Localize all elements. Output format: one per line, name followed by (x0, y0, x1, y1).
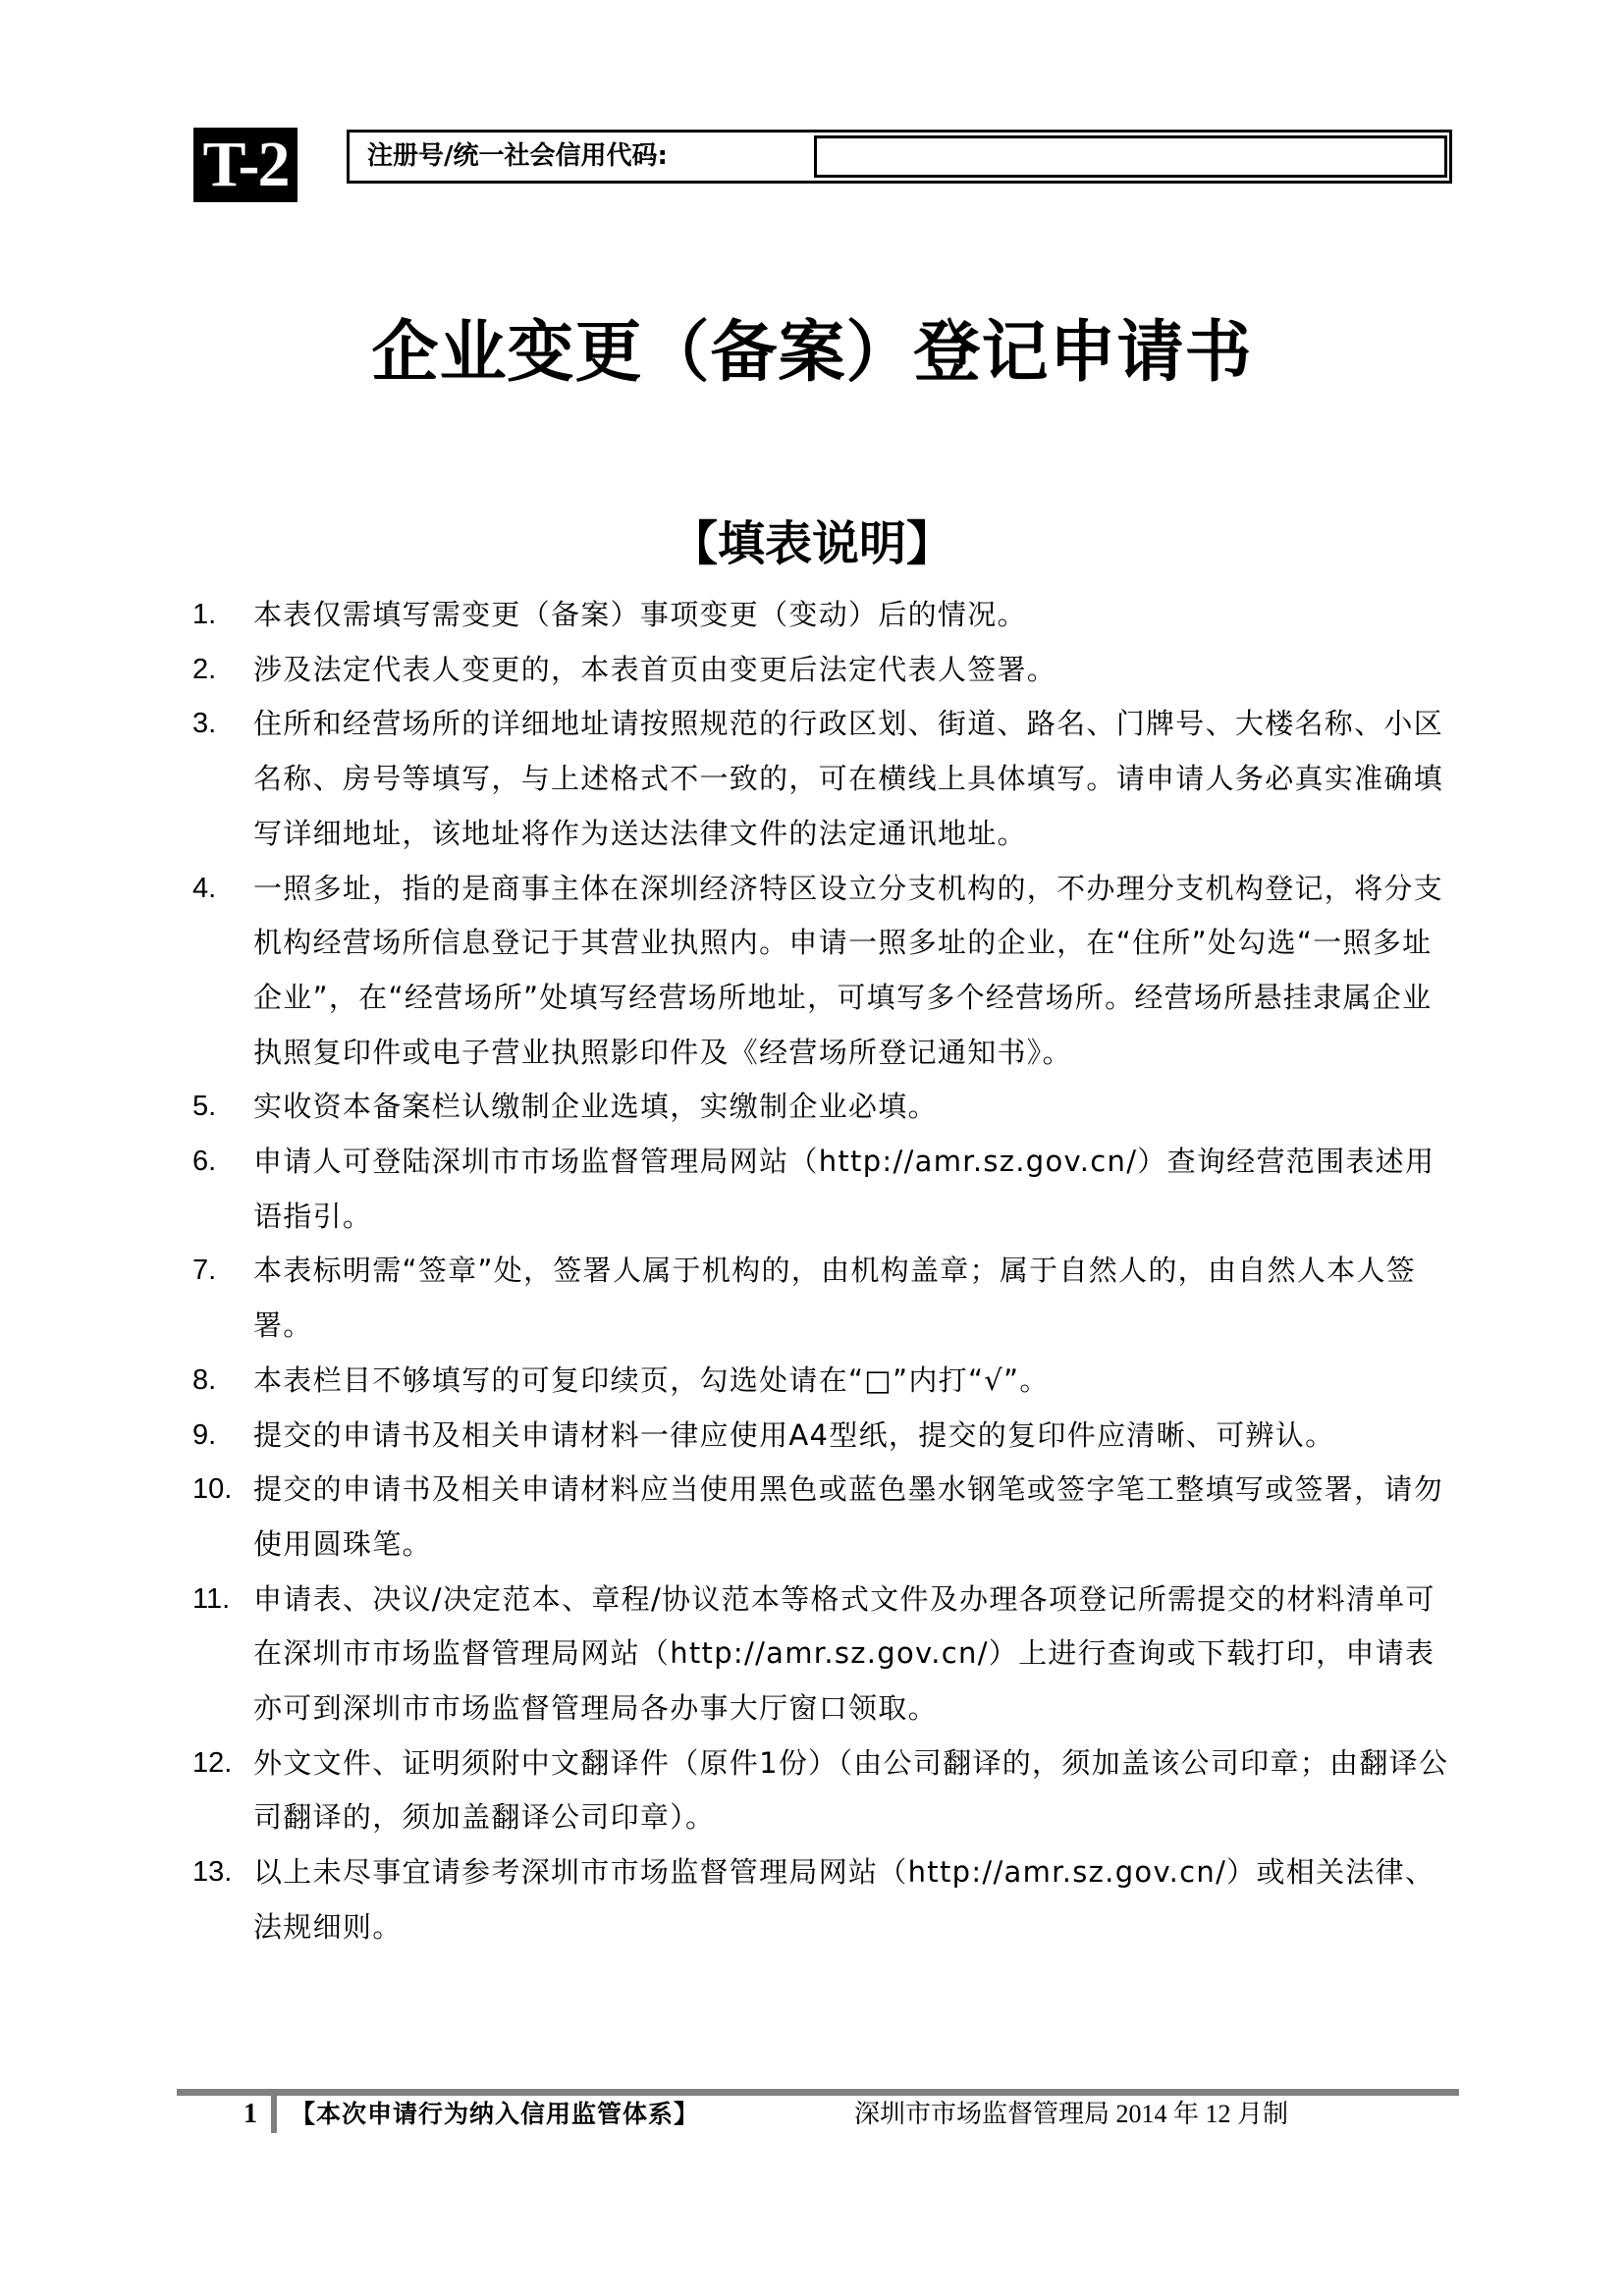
instruction-text: 实收资本备案栏认缴制企业选填，实缴制企业必填。 (253, 1090, 938, 1124)
instruction-number: 1. (192, 599, 217, 630)
instruction-text: 本表栏目不够填写的可复印续页，勾选处请在“□”内打“√”。 (253, 1362, 1050, 1397)
instruction-number: 11. (192, 1582, 231, 1615)
instruction-number: 10. (192, 1473, 233, 1506)
instruction-item (192, 1080, 1449, 1135)
credit-supervision-note: 【本次申请行为纳入信用监管体系】 (291, 2100, 700, 2128)
instruction-item (192, 697, 1449, 861)
instruction-text: 涉及法定代表人变更的，本表首页由变更后法定代表人签署。 (253, 652, 1057, 686)
page-number: 1 (244, 2099, 257, 2129)
instruction-text: 申请表、决议/决定范本、章程/协议范本等格式文件及办理各项登记所需提交的材料清单可在深圳市市场监督管理局网站（http://amr.sz.gov.cn/）上进行查询或下载打印，申请表亦可到深圳市市场监督管理局各办事大厅窗口领取。 (253, 1581, 1435, 1726)
registration-code-box (347, 130, 1452, 184)
instruction-item (192, 1463, 1449, 1572)
instruction-number: 5. (192, 1091, 217, 1123)
instruction-item (192, 862, 1449, 1081)
registration-code-field[interactable] (814, 135, 1447, 178)
instruction-item (192, 1845, 1449, 1954)
instruction-number: 8. (192, 1363, 217, 1396)
instruction-number: 13. (192, 1856, 233, 1889)
instruction-text: 一照多址，指的是商事主体在深圳经济特区设立分支机构的，不办理分支机构登记，将分支机构经营场所信息登记于其营业执照内。申请一照多址的企业，在“住所”处勾选“一照多址企业”，在“经营场所”处填写经营场所地址，可填写多个经营场所。经营场所悬挂隶属企业执照复印件或电子营业执照影印件及《经营场所登记通知书》。 (253, 871, 1444, 1069)
footer-page-separator (271, 2096, 277, 2133)
instruction-item (192, 1736, 1449, 1845)
issuer-note: 深圳市市场监督管理局 2014 年 12 月制 (854, 2100, 1289, 2128)
instruction-number: 3. (192, 708, 217, 740)
instruction-number: 2. (192, 653, 217, 685)
instruction-item (192, 1573, 1449, 1736)
instruction-text: 以上未尽事宜请参考深圳市市场监督管理局网站（http://amr.sz.gov.cn/）或相关法律、法规细则。 (253, 1855, 1435, 1944)
instruction-text: 提交的申请书及相关申请材料应当使用黑色或蓝色墨水钢笔或签字笔工整填写或签署，请勿使用圆珠笔。 (253, 1472, 1444, 1561)
instruction-item (192, 643, 1449, 698)
instruction-text: 外文文件、证明须附中文翻译件（原件1份）（由公司翻译的，须加盖该公司印章；由翻译公司翻译的，须加盖翻译公司印章）。 (253, 1745, 1449, 1835)
instruction-text: 本表仅需填写需变更（备案）事项变更（变动）后的情况。 (253, 598, 1027, 631)
instruction-number: 7. (192, 1255, 217, 1287)
instruction-text: 提交的申请书及相关申请材料一律应使用A4型纸，提交的复印件应清晰、可辨认。 (253, 1417, 1335, 1452)
instruction-item (192, 588, 1449, 643)
instruction-text: 申请人可登陆深圳市市场监督管理局网站（http://amr.sz.gov.cn/）查询经营范围表述用语指引。 (253, 1145, 1435, 1233)
instructions-list (192, 588, 1449, 1955)
instruction-number: 12. (192, 1746, 233, 1779)
instruction-number: 9. (192, 1418, 217, 1451)
instruction-item (192, 1409, 1449, 1464)
instruction-text: 本表标明需“签章”处，签署人属于机构的，由机构盖章；属于自然人的，由自然人本人签署。 (253, 1254, 1417, 1343)
instruction-item (192, 1135, 1449, 1244)
footer-divider (177, 2089, 1459, 2096)
instruction-text: 住所和经营场所的详细地址请按照规范的行政区划、街道、路名、门牌号、大楼名称、小区名称、房号等填写，与上述格式不一致的，可在横线上具体填写。请申请人务必真实准确填写详细地址，该地址将作为送达法律文件的法定通讯地址。 (253, 707, 1444, 850)
instruction-item (192, 1244, 1449, 1353)
instruction-number: 4. (192, 872, 217, 904)
instruction-number: 6. (192, 1146, 217, 1178)
registration-code-label: 注册号/统一社会信用代码: (367, 141, 668, 171)
instructions-heading: 【填表说明】 (670, 516, 953, 571)
form-code-badge: T-2 (193, 128, 298, 202)
page-title: 企业变更（备案）登记申请书 (371, 314, 1253, 392)
instruction-item (192, 1354, 1449, 1409)
